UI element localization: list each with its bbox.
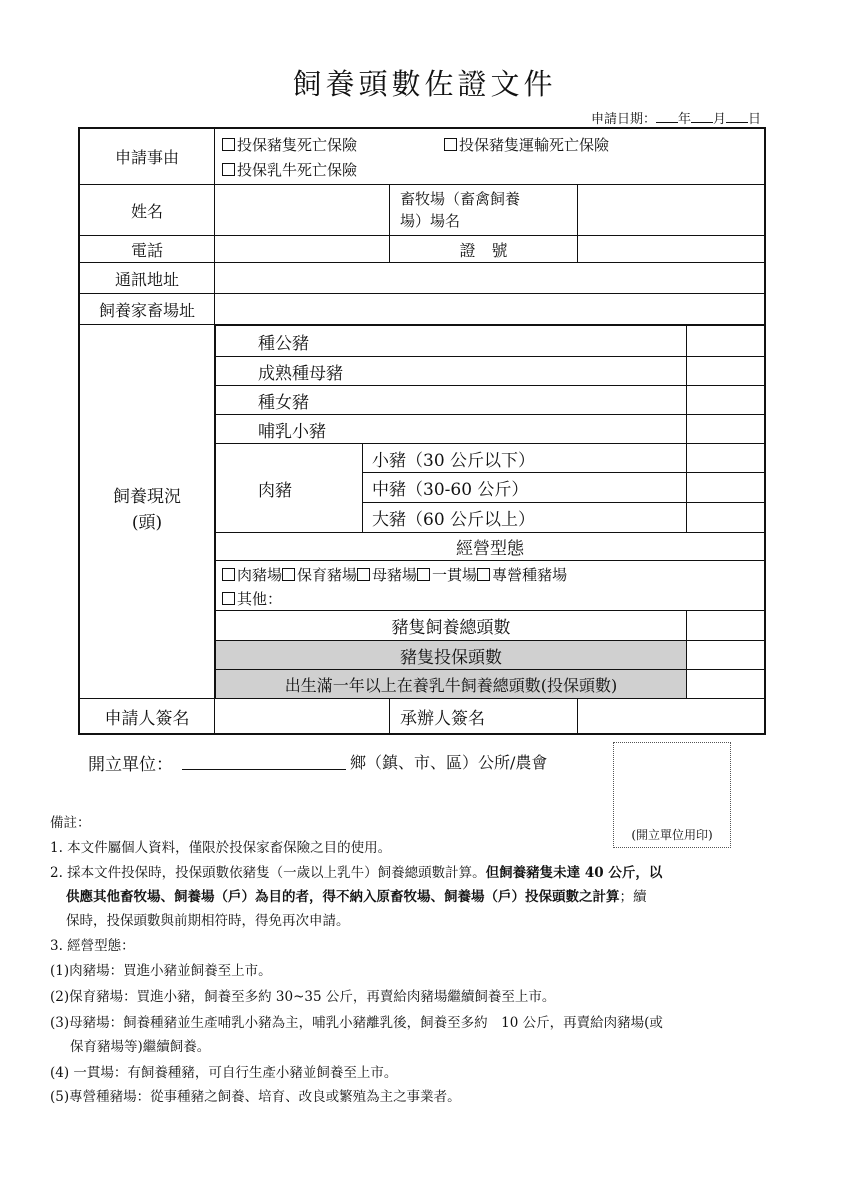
month-label: 月 (712, 112, 726, 127)
month-blank[interactable] (691, 110, 713, 123)
option-label: 投保豬隻運輸死亡保險 (459, 135, 610, 154)
row-mature-sow: 成熟種母豬 (258, 363, 343, 384)
checkbox-icon[interactable] (222, 568, 235, 581)
total-count-field[interactable] (687, 611, 764, 640)
handler-sign-field[interactable] (578, 699, 764, 733)
count-large-pig[interactable] (687, 503, 764, 532)
address-field[interactable] (215, 263, 764, 293)
note-2d: ；續 (619, 889, 647, 905)
cow-count-label: 出生滿一年以上在養乳牛飼養總頭數(投保頭數) (284, 675, 618, 695)
note-2-line2 (66, 886, 647, 909)
checkbox-icon[interactable] (417, 568, 430, 581)
year-label: 年 (677, 112, 691, 127)
row-medium-pig: 中豬（30-60 公斤） (372, 480, 529, 500)
farm-name-label-line2: 場）場名 (400, 212, 461, 230)
checkbox-icon[interactable] (222, 592, 235, 605)
count-suckling-piglet[interactable] (687, 415, 764, 443)
note-3-2: (2)保育豬場：買進小豬，飼養至多約 30~35 公斤，再賣給肉豬場繼續飼養至上市。 (50, 989, 556, 1005)
status-label (80, 480, 214, 540)
issuer-suffix: 鄉（鎮、市、區）公所/農會 (350, 753, 548, 772)
applicant-sign-field[interactable] (215, 699, 389, 733)
mgmt-option-other[interactable] (222, 587, 282, 609)
day-blank[interactable] (726, 110, 748, 123)
date-label: 申請日期： (590, 112, 656, 127)
farm-name-label-line1: 畜牧場（畜禽飼養 (400, 190, 521, 208)
note-1: 1. 本文件屬個人資料，僅限於投保家畜保險之目的使用。 (50, 840, 392, 856)
reason-option-pig-death[interactable] (222, 133, 357, 155)
address-label: 通訊地址 (114, 269, 179, 289)
status-label-line1: 飼養現況 (113, 487, 181, 507)
note-2b: 但飼養豬隻未達 40 公斤，以 (485, 865, 663, 881)
mgmt-option-sow: 母豬場 (372, 565, 418, 584)
cert-field[interactable] (578, 236, 764, 262)
seal-label: (開立單位用印) (631, 828, 713, 842)
farm-name-label (400, 186, 576, 234)
note-3-5: (5)專營種豬場：從事種豬之飼養、培育、改良或繁殖為主之事業者。 (50, 1089, 461, 1105)
note-2a: 2. 採本文件投保時，投保頭數依豬隻（一歲以上乳牛）飼養總頭數計算。 (50, 865, 486, 881)
name-field[interactable] (215, 185, 389, 235)
insured-count-field[interactable] (687, 641, 764, 669)
checkbox-icon[interactable] (282, 568, 295, 581)
reason-option-cow-death[interactable] (222, 158, 357, 180)
reason-label: 申請事由 (114, 148, 179, 167)
phone-label: 電話 (130, 240, 163, 260)
mgmt-other-label: 其他： (237, 589, 283, 608)
checkbox-icon[interactable] (477, 568, 490, 581)
phone-field[interactable] (215, 236, 389, 262)
note-3-3a: (3)母豬場：飼養種豬並生產哺乳小豬為主，哺乳小豬離乳後，飼養至多約 10 公斤，再賣給肉豬場(或 (50, 1015, 663, 1031)
mgmt-option-integrated: 一貫場 (432, 565, 478, 584)
mgmt-option-breeding: 專營種豬場 (492, 565, 568, 584)
row-small-pig: 小豬（30 公斤以下） (372, 450, 536, 471)
mgmt-option-nursery: 保育豬場 (297, 565, 358, 584)
checkbox-icon[interactable] (222, 163, 235, 176)
checkbox-icon[interactable] (357, 568, 370, 581)
total-count-label: 豬隻飼養總頭數 (391, 618, 511, 638)
mgmt-type-label: 經營型態 (456, 539, 524, 559)
name-label: 姓名 (130, 201, 163, 221)
note-3-3b: 保育豬場等)繼續飼養。 (70, 1039, 211, 1055)
count-breeding-boar[interactable] (687, 326, 764, 356)
note-3-1: (1)肉豬場：買進小豬並飼養至上市。 (50, 963, 272, 979)
cert-label: 證 號 (459, 240, 508, 260)
day-label: 日 (747, 112, 761, 127)
document-title: 飼養頭數佐證文件 (292, 67, 557, 101)
insured-count-label: 豬隻投保頭數 (400, 647, 502, 668)
status-label-line2: (頭) (131, 513, 163, 533)
checkbox-icon[interactable] (444, 138, 457, 151)
row-breeding-boar: 種公豬 (258, 333, 309, 354)
option-label: 投保豬隻死亡保險 (237, 135, 358, 154)
checkbox-icon[interactable] (222, 138, 235, 151)
farm-address-label: 飼養家畜場址 (98, 300, 195, 320)
issuer-label: 開立單位： (88, 755, 173, 775)
row-suckling-piglet: 哺乳小豬 (258, 421, 326, 442)
farm-name-field[interactable] (578, 185, 764, 235)
count-small-pig[interactable] (687, 444, 764, 472)
application-date (591, 108, 761, 127)
year-blank[interactable] (656, 110, 678, 123)
note-3: 3. 經營型態： (50, 938, 135, 954)
mgmt-options (222, 563, 567, 585)
applicant-sign-label: 申請人簽名 (104, 708, 190, 729)
handler-sign-label: 承辦人簽名 (400, 708, 485, 729)
count-gilt[interactable] (687, 386, 764, 414)
meat-pig-label: 肉豬 (258, 480, 292, 501)
row-gilt: 種女豬 (258, 392, 309, 413)
note-2c: 供應其他畜牧場、飼養場（戶）為目的者，得不納入原畜牧場、飼養場（戶）投保頭數之計算 (66, 889, 620, 905)
note-3-4: (4) 一貫場：有飼養種豬，可自行生產小豬並飼養至上市。 (50, 1065, 398, 1081)
reason-option-pig-transport[interactable] (444, 133, 609, 155)
mgmt-option-meat: 肉豬場 (237, 565, 283, 584)
option-label: 投保乳牛死亡保險 (237, 160, 358, 179)
count-medium-pig[interactable] (687, 473, 764, 502)
cow-count-field[interactable] (687, 670, 764, 698)
note-2-line1 (50, 862, 662, 885)
notes-heading: 備註： (50, 815, 91, 831)
row-large-pig: 大豬（60 公斤以上） (372, 510, 536, 530)
count-mature-sow[interactable] (687, 357, 764, 385)
issuer-blank[interactable] (182, 769, 346, 770)
farm-address-field[interactable] (215, 294, 764, 324)
note-2-line3: 保時，投保頭數與前期相符時，得免再次申請。 (66, 913, 350, 929)
